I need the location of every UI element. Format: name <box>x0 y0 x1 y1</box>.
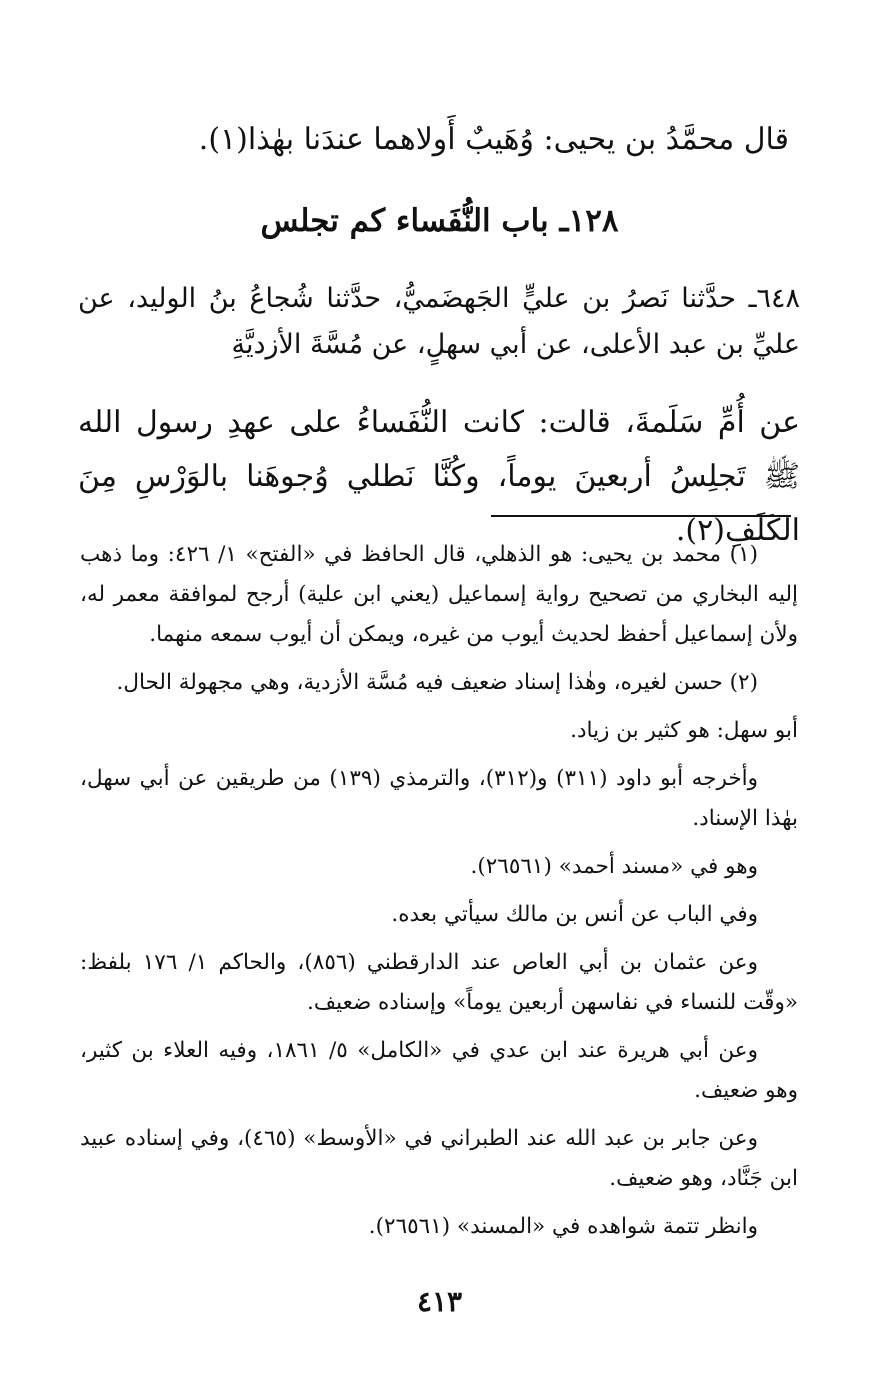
footnote-2: (٢) حسن لغيره، وهٰذا إسناد ضعيف فيه مُسَّة الأزدية، وهي مجهولة الحال. <box>116 670 758 695</box>
hadith-matn: عن أُمِّ سَلَمةَ، قالت: كانت النُّفَساءُ على عهدِ رسول الله ﷺ تَجلِسُ أربعينَ يوماً، وكُنَّا نَطلي وُجوهَنا بالوَرْسِ مِنَ الكَلَفِ(٢). <box>78 405 800 548</box>
footnote-1: (١) محمد بن يحيى: هو الذهلي، قال الحافظ في «الفتح» ١/ ٤٢٦: وما ذهب إليه البخاري من تصحيح رواية إسماعيل (يعني ابن علية) أرجح لموافقة معمر له، ولأن إسماعيل أحفظ لحديث أيوب من غيره، ويمكن أن أيوب سمعه منهما. <box>80 542 798 647</box>
chapter-title: ١٢٨ـ باب النُّفَساء كم تجلس <box>260 203 619 239</box>
footnote-paragraph: وفي الباب عن أنس بن مالك سيأتي بعده. <box>391 902 758 927</box>
hadith-isnad: ٦٤٨ـ حدَّثنا نَصرُ بن عليٍّ الجَهضَميُّ، حدَّثنا شُجاعُ بنُ الوليد، عن عليِّ بن عبد الأعلى، عن أبي سهلٍ، عن مُسَّةَ الأزديَّةِ <box>78 283 800 360</box>
footnote-paragraph: وانظر تتمة شواهده في «المسند» (٢٦٥٦١). <box>368 1214 758 1239</box>
page-number: ٤١٣ <box>416 1285 463 1318</box>
intro-line: قال محمَّدُ بن يحيى: وُهَيبٌ أَولاهما عندَنا بهٰذا(١). <box>198 122 789 157</box>
footnote-separator <box>491 515 791 517</box>
footnote-paragraph: وعن أبي هريرة عند ابن عدي في «الكامل» ٥/ ١٨٦١، وفيه العلاء بن كثير، وهو ضعيف. <box>80 1038 798 1103</box>
footnote-paragraph: وأخرجه أبو داود (٣١١) و(٣١٢)، والترمذي (١٣٩) من طريقين عن أبي سهل، بهٰذا الإسناد. <box>80 766 798 831</box>
footnote-paragraph: وعن جابر بن عبد الله عند الطبراني في «الأوسط» (٤٦٥)، وفي إسناده عبيد ابن جَنَّاد، وهو ضعيف. <box>80 1126 798 1191</box>
footnotes <box>80 535 798 1255</box>
footnote-paragraph: أبو سهل: هو كثير بن زياد. <box>570 718 798 743</box>
footnote-paragraph: وهو في «مسند أحمد» (٢٦٥٦١). <box>470 854 758 879</box>
footnote-paragraph: وعن عثمان بن أبي العاص عند الدارقطني (٨٥٦)، والحاكم ١/ ١٧٦ بلفظ: «وقّت للنساء في نفاسهن أربعين يوماً» وإسناده ضعيف. <box>80 950 798 1015</box>
